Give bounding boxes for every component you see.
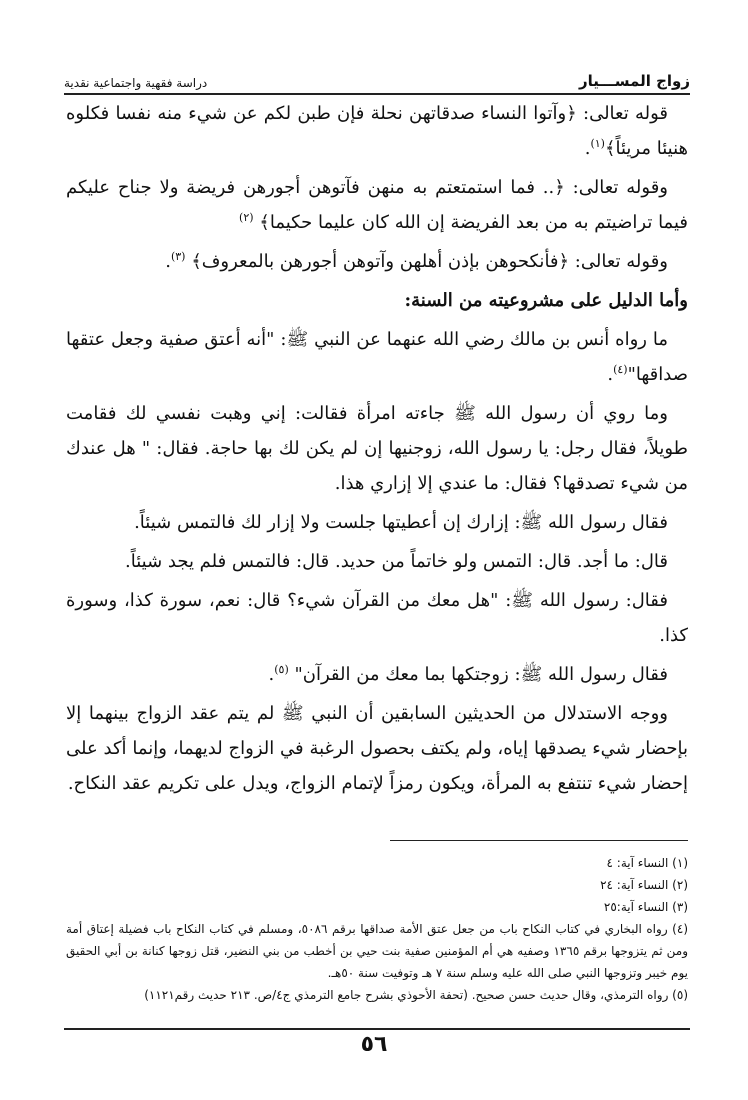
paragraph-verse-1: قوله تعالى: ﴿وآتوا النساء صدقاتهن نحلة فإن طبن لكم عن شيء منه نفسا فكلوه هنيئا مريئاً﴾$^{(١)}$.	[66, 103, 688, 159]
footnote-ref-1: (١)	[590, 137, 605, 150]
page-number: ٥٦	[360, 1032, 388, 1057]
footnote-2: (٢) النساء آية: ٢٤	[600, 878, 688, 892]
paragraph-hadith-4: قال: ما أجد. قال: التمس ولو خاتماً من حديد. قال: فالتمس فلم يجد شيئاً.	[125, 551, 668, 572]
paragraph-hadith-2: وما روي أن رسول الله ﷺ جاءته امرأة فقالت: إني وهبت نفسي لك فقامت طويلاً، فقال رجل: يا رسول الله، زوجنيها إن لم يكن لك بها حاجة. فقال: " هل عندك من شيء تصدقها؟ فقال: ما عندي إلا إزاري هذا.	[66, 403, 688, 494]
book-title: زواج المســـيار	[579, 72, 690, 90]
paragraph-hadith-5: فقال: رسول الله ﷺ: "هل معك من القرآن شيء؟ قال: نعم، سورة كذا، وسورة كذا.	[66, 590, 688, 646]
book-subtitle: دراسة فقهية واجتماعية نقدية	[64, 76, 208, 90]
paragraph-verse-2: وقوله تعالى: ﴿.. فما استمتعتم به منهن فآتوهن أجورهن فريضة ولا جناح عليكم فيما تراضيتم به من بعد الفريضة إن الله كان عليما حكيما﴾ $^{(٢)}$	[66, 177, 688, 233]
paragraph-hadith-3: فقال رسول الله ﷺ: إزارك إن أعطيتها جلست ولا إزار لك فالتمس شيئاً.	[134, 512, 668, 533]
bottom-divider	[64, 1028, 690, 1030]
footnote-5: (٥) رواه الترمذي، وقال حديث حسن صحيح. (تحفة الأحوذي بشرح جامع الترمذي ج٤/ص. ٢١٣ حديث رقم١١٢١)	[144, 988, 688, 1002]
paragraph-verse-3: وقوله تعالى: ﴿فأنكحوهن بإذن أهلهن وآتوهن أجورهن بالمعروف﴾ $^{(٣)}$.	[165, 250, 668, 272]
main-text	[66, 96, 688, 805]
running-header	[64, 66, 690, 95]
section-heading: وأما الدليل على مشروعيته من السنة:	[404, 290, 688, 311]
paragraph-hadith-6: فقال رسول الله ﷺ: زوجتكها بما معك من القرآن" $^{(٥)}$.	[268, 663, 668, 685]
paragraph-inference: ووجه الاستدلال من الحديثين السابقين أن النبي ﷺ لم يتم عقد الزواج بينهما إلا بإحضار شيء يصدقها إياه، ولم يكتف بحصول الرغبة في الزواج لديهما، وإنما أكد على إحضار شيء تنتفع به المرأة، ويكون رمزاً لإتمام الزواج، ويدل على تكريم عقد النكاح.	[66, 703, 688, 794]
footnote-divider	[390, 840, 688, 841]
footnote-3: (٣) النساء آية:٢٥	[603, 900, 688, 914]
footnote-4: (٤) رواه البخاري في كتاب النكاح باب من جعل عتق الأمة صداقها برقم ٥٠٨٦، ومسلم في كتاب النكاح باب فضيلة إعتاق أمة ومن ثم يتزوجها برقم ١٣٦٥ وصفيه هي أم المؤمنين صفية بنت حيي بن أخطب من بني النضير، قتل زوجها كنانة بن أبي الحقيق يوم خيبر وتزوجها النبي صلى الله عليه وسلم سنة ٧ هـ وتوفيت سنة ٥٠هـ.	[66, 922, 689, 980]
footnote-ref-4: (٤)	[613, 363, 628, 376]
paragraph-hadith-1: ما رواه أنس بن مالك رضي الله عنهما عن النبي ﷺ: "أنه أعتق صفية وجعل عتقها صداقها"$^{(٤)}$.	[66, 329, 688, 385]
footnote-ref-5: (٥)	[274, 663, 289, 676]
footnotes	[66, 852, 688, 1006]
footnote-1: (١) النساء آية: ٤	[606, 856, 688, 870]
footnote-ref-3: (٣)	[170, 250, 186, 263]
footnote-ref-2: (٢)	[239, 211, 254, 224]
